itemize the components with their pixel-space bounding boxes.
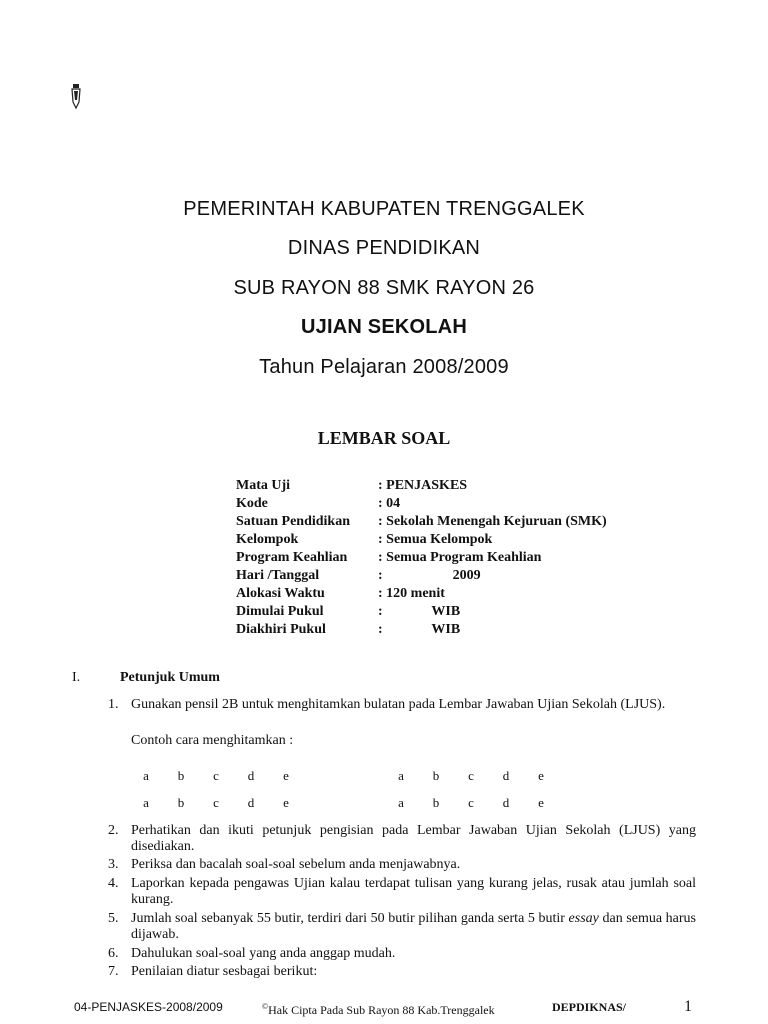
option-letter: a [398, 768, 404, 783]
option-letter: c [468, 795, 474, 810]
instruction-item [108, 946, 696, 962]
exam-info-table [236, 477, 607, 639]
answer-example-row [140, 795, 300, 811]
instruction-number: 2. [108, 823, 119, 838]
option-letter: e [538, 768, 544, 783]
answer-example-row [140, 768, 300, 784]
answer-example-row [395, 795, 555, 811]
info-value: : 120 menit [378, 586, 445, 601]
info-label: Diakhiri Pukul [236, 622, 326, 637]
info-row [236, 531, 607, 549]
info-row [236, 549, 607, 567]
option-letter: d [247, 795, 255, 810]
info-value: : Sekolah Menengah Kejuruan (SMK) [378, 514, 607, 529]
section-number: I. [72, 670, 81, 685]
instruction-item [108, 911, 696, 943]
instruction-text: Periksa dan bacalah soal-soal sebelum anda menjawabnya. [131, 857, 461, 872]
info-row [236, 495, 607, 513]
instruction-text: Penilaian diatur sesbagai berikut: [131, 964, 318, 979]
info-value: : PENJASKES [378, 478, 468, 493]
info-value: : WIB [378, 622, 461, 637]
instruction-number: 1. [108, 697, 119, 712]
instruction-number: 7. [108, 964, 119, 979]
instruction-number: 3. [108, 857, 119, 872]
instruction-item [108, 857, 696, 873]
info-row [236, 567, 607, 585]
option-letter: c [213, 795, 219, 810]
info-value: : Semua Kelompok [378, 532, 493, 547]
info-label: Satuan Pendidikan [236, 514, 350, 529]
instruction-item [108, 697, 696, 713]
info-value: : Semua Program Keahlian [378, 550, 542, 565]
option-letter: a [143, 795, 149, 810]
info-row [236, 513, 607, 531]
instruction-item [108, 964, 696, 980]
header-government: PEMERINTAH KABUPATEN TRENGGALEK [183, 198, 585, 220]
info-value: : WIB [378, 604, 461, 619]
instruction-text: Laporkan kepada pengawas Ujian kalau terdapat tulisan yang kurang jelas, rusak atau jumlah soal kurang. [131, 876, 696, 907]
instruction-text: Dahulukan soal-soal yang anda anggap mudah. [131, 946, 396, 961]
info-row [236, 603, 607, 621]
instruction-text: Gunakan pensil 2B untuk menghitamkan bulatan pada Lembar Jawaban Ujian Sekolah (LJUS). [131, 697, 666, 712]
info-row [236, 621, 607, 639]
option-letter: d [502, 768, 510, 783]
option-letter: e [538, 795, 544, 810]
option-letter: e [283, 768, 289, 783]
instruction-text: Perhatikan dan ikuti petunjuk pengisian pada Lembar Jawaban Ujian Sekolah (LJUS) yang disediakan. [131, 823, 696, 854]
info-value: : 04 [378, 496, 401, 511]
instruction-item [108, 876, 696, 908]
info-label: Program Keahlian [236, 550, 348, 565]
option-letter: c [213, 768, 219, 783]
info-row [236, 477, 607, 495]
option-letter: a [143, 768, 149, 783]
page-number: 1 [684, 998, 692, 1015]
copyright-mark: © [262, 1002, 269, 1011]
info-label: Dimulai Pukul [236, 604, 324, 619]
option-letter: a [398, 795, 404, 810]
instruction-number: 4. [108, 876, 119, 891]
option-letter: b [432, 768, 440, 783]
option-letter: c [468, 768, 474, 783]
option-letter: e [283, 795, 289, 810]
instruction-item [108, 823, 696, 855]
example-label: Contoh cara menghitamkan : [131, 733, 294, 748]
answer-example-row [395, 768, 555, 784]
info-row [236, 585, 607, 603]
header-exam-name: UJIAN SEKOLAH [301, 316, 467, 338]
option-letter: d [502, 795, 510, 810]
info-label: Kode [236, 496, 268, 511]
essay-term: essay [568, 911, 599, 926]
emblem-icon [70, 82, 82, 110]
option-letter: b [432, 795, 440, 810]
info-label: Hari /Tanggal [236, 568, 320, 583]
info-value: : 2009 [378, 568, 481, 583]
header-sub-rayon: SUB RAYON 88 SMK RAYON 26 [233, 277, 535, 299]
option-letter: b [177, 768, 185, 783]
info-label: Kelompok [236, 532, 299, 547]
instruction-number: 6. [108, 946, 119, 961]
instruction-text: Jumlah soal sebanyak 55 butir, terdiri dari 50 butir pilihan ganda serta 5 butir essay dan semua harus dijawab. [131, 911, 696, 942]
doc-title: LEMBAR SOAL [317, 428, 451, 448]
option-letter: b [177, 795, 185, 810]
instruction-number: 5. [108, 911, 119, 926]
header-school-year: Tahun Pelajaran 2008/2009 [259, 356, 509, 378]
option-letter: d [247, 768, 255, 783]
info-label: Alokasi Waktu [236, 586, 325, 601]
footer-copyright [262, 1000, 495, 1017]
footer-doc-code: 04-PENJASKES-2008/2009 [74, 1000, 223, 1014]
header-department: DINAS PENDIDIKAN [287, 237, 481, 259]
footer-copyright-text: Hak Cipta Pada Sub Rayon 88 Kab.Trenggalek [268, 1003, 495, 1017]
footer-department: DEPDIKNAS/ [552, 1000, 627, 1014]
info-label: Mata Uji [236, 478, 291, 493]
section-title: Petunjuk Umum [120, 670, 220, 685]
